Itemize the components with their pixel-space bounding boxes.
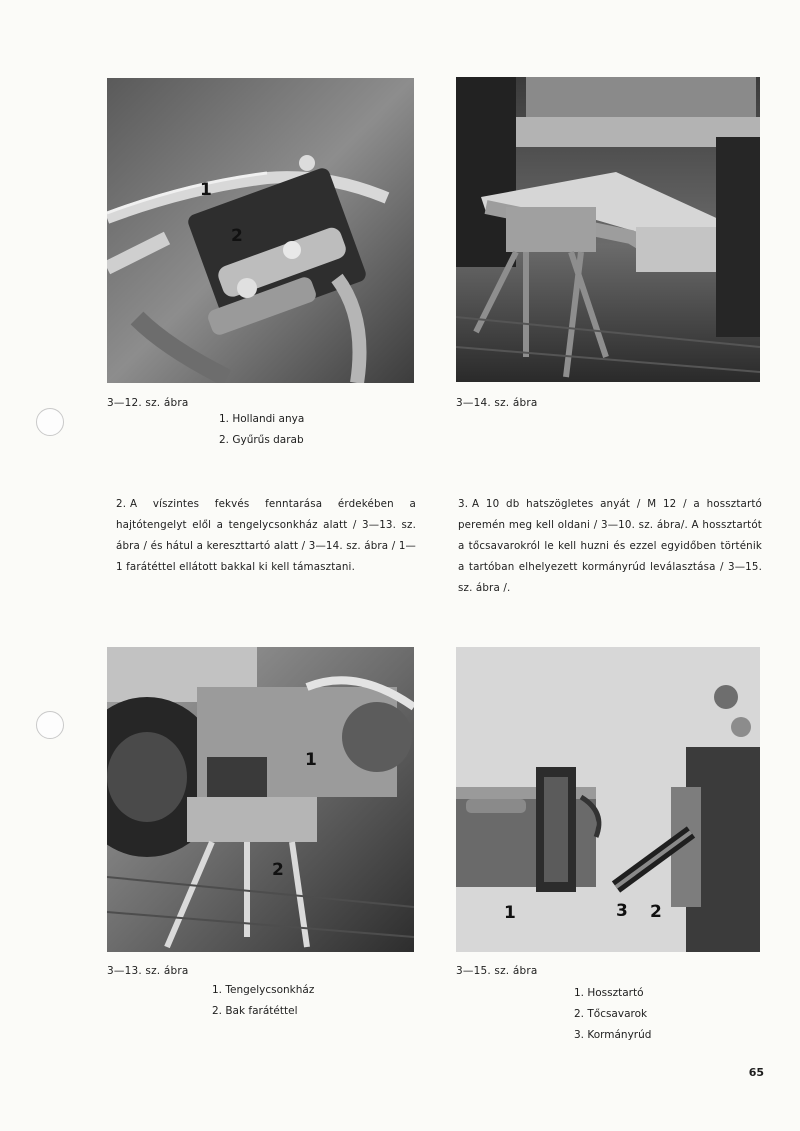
legend-item: 1. Hossztartó xyxy=(574,987,644,999)
callout-1: 1 xyxy=(200,180,212,200)
callout-1: 1 xyxy=(504,903,516,923)
figure-caption-3-14: 3—14. sz. ábra xyxy=(456,397,538,409)
paragraph-step-3 xyxy=(458,494,762,599)
figure-caption-3-12: 3—12. sz. ábra xyxy=(107,397,189,409)
callout-2: 2 xyxy=(650,902,662,922)
photo-longitudinal-member xyxy=(456,647,760,952)
punch-hole-bottom xyxy=(36,711,64,739)
legend-3-15 xyxy=(574,983,651,1046)
figure-caption-3-15: 3—15. sz. ábra xyxy=(456,965,538,977)
step-number: 2. xyxy=(116,498,127,510)
legend-item: 3. Kormányrúd xyxy=(574,1029,652,1041)
figure-caption-3-13: 3—13. sz. ábra xyxy=(107,965,189,977)
step-text: A 10 db hatszögletes anyát / M 12 / a hossztartó peremén meg kell oldani / 3—10. sz. ábra/. A hossztartót a tőcsavarokról le kell huzni és ezzel egyidőben történik a tartóban elhelyezett kormányrúd leválasztása / 3—15. sz. ábra /. xyxy=(458,498,762,594)
paragraph-step-2 xyxy=(116,494,416,578)
callout-2: 2 xyxy=(231,226,243,246)
legend-item: 1. Tengelycsonkház xyxy=(212,984,315,996)
legend-3-13 xyxy=(212,980,314,1022)
photo-axle-housing-stand xyxy=(107,647,414,952)
photo-hydraulic-fittings xyxy=(107,78,414,383)
legend-item: 1. Hollandi anya xyxy=(219,413,305,425)
callout-2: 2 xyxy=(272,860,284,880)
legend-item: 2. Gyűrűs darab xyxy=(219,434,304,446)
legend-item: 2. Tőcsavarok xyxy=(574,1008,648,1020)
callout-1: 1 xyxy=(305,750,317,770)
punch-hole-top xyxy=(36,408,64,436)
page-number: 65 xyxy=(748,1066,764,1079)
legend-item: 2. Bak farátéttel xyxy=(212,1005,298,1017)
callout-3: 3 xyxy=(616,901,628,921)
photo-crossmember-stand xyxy=(456,77,760,382)
legend-3-12 xyxy=(219,409,304,451)
step-text: A víszintes fekvés fenntarása érdekében a hajtótengelyt elől a tengelycsonkház alatt / 3—13. sz. ábra / és hátul a kereszttartó alatt / 3—14. sz. ábra / 1—1 farátéttel ellátott bakkal ki kell támasztani. xyxy=(116,498,416,573)
step-number: 3. xyxy=(458,498,469,510)
